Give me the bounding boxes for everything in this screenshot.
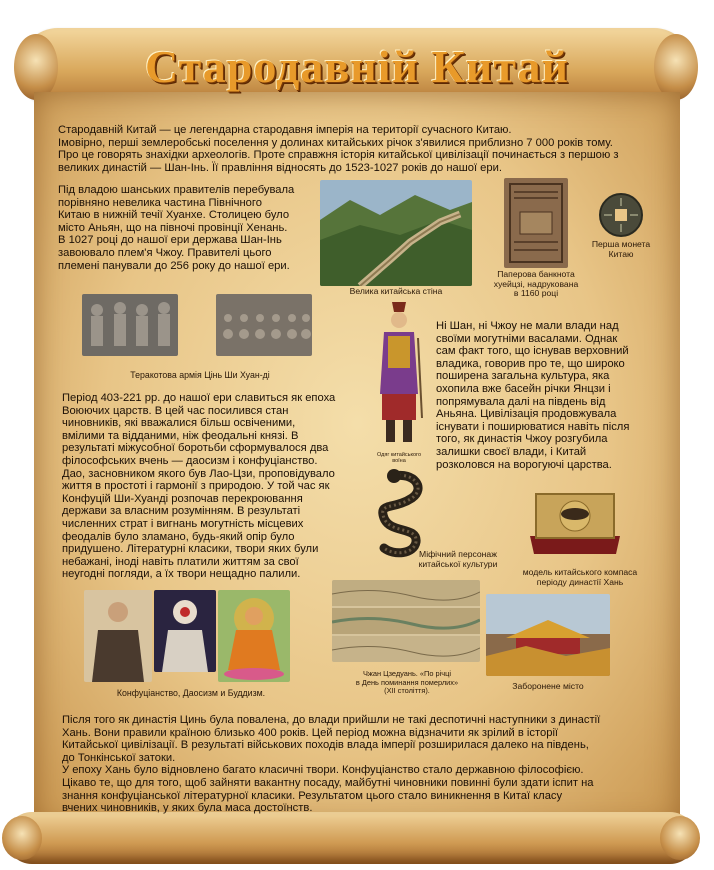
paragraph-line: місто Аньян, що на півночі провінції Хенань. [58, 221, 288, 234]
caption-line: в 1160 році [513, 288, 559, 299]
paragraph-line: того, як династія Чжоу розгубила [436, 433, 608, 446]
banknote-caption [488, 270, 584, 299]
paragraph-line: Китаю в нижній течії Хуанхе. Столицею було [58, 209, 290, 222]
compass-caption [510, 568, 650, 587]
paragraph-line: держави за власним розумінням. В результаті [62, 505, 301, 518]
shang-paragraph [58, 184, 318, 272]
intro-line: Стародавній Китай — це легендарна стародавня імперія на території сучасного Китаю. [58, 124, 512, 136]
paragraph-line: Під владою шанських правителів перебувала [58, 184, 295, 196]
caption-line: Паперова банкнота [497, 269, 575, 279]
forbidden-city-caption: Заборонене місто [512, 681, 584, 691]
paragraph-line: неугодні погляди, а їх твори нещадно палили. [62, 568, 301, 581]
caption-line: Міфічний персонаж [419, 549, 497, 559]
terracotta-caption: Теракотова армія Цінь Ши Хуан-ді [130, 370, 270, 380]
caption-line: (XII століття). [384, 686, 430, 696]
caption-line: хуейцзі, надрукована [493, 278, 579, 289]
forbidden-city-image [486, 594, 610, 676]
caption-line: в День поминання померлих» [355, 677, 459, 687]
scroll-bottom-roll [6, 812, 696, 864]
warrior-caption [364, 452, 434, 464]
dragon-caption [408, 550, 508, 569]
paragraph-line: знання конфуціанської літературної класики. Результатом цього стало виникнення в Китаї класу [62, 789, 563, 802]
paragraph-line: Китайської цивілізації. В результаті військових походів влада імперії розширилася далеко на південь, [62, 739, 589, 752]
paragraph-line: Воюючих царств. В цей час посилився стан [62, 404, 289, 417]
caption-line: Китаю [608, 248, 634, 259]
religions-caption: Конфуціанство, Даосизм и Буддизм. [116, 688, 266, 698]
confucius-image [84, 590, 152, 682]
paragraph-line: охопила вже басейн річки Янцзи і [436, 382, 611, 395]
coin-image [598, 192, 644, 238]
paragraph-line: Після того як династія Цинь була повалена, до влади прийшли не такі деспотичні наступники з династії [62, 714, 601, 726]
terracotta-image-2 [216, 294, 312, 356]
paragraph-line: придушено. Літературні класики, твори яких були [62, 543, 319, 556]
river-painting-image [332, 580, 480, 662]
paragraph-line: владика, говорив про те, що широко [436, 357, 625, 370]
scroll-roll-right-bottom [660, 816, 700, 860]
great-wall-caption: Велика китайська стіна [349, 286, 443, 296]
coin-caption [584, 240, 658, 259]
paragraph-line: розколовся на ворогуючі царства. [436, 458, 612, 471]
paragraph-line: життя в простоті і гармонії з природою. У той час як [62, 480, 330, 493]
paragraph-line: феодалів було зламано, будь-який опір було [62, 530, 295, 543]
warrior-image [372, 298, 426, 448]
river-painting-caption [330, 670, 484, 696]
paragraph-line: Цікаво те, що для того, щоб зайняти вакантну посаду, майбутні чиновники повинні були здати іспит на [62, 776, 594, 789]
caption-line: періоду династії Хань [536, 576, 624, 587]
paragraph-line: племені панували до 256 року до нашої ери. [58, 259, 290, 272]
paragraph-line: попрямувала далі на південь від [436, 395, 606, 408]
caption-line: китайської культури [418, 558, 498, 569]
paragraph-line: результаті міжусобної боротьби сформувалося два [62, 442, 329, 455]
caption-line: Чжан Цзедуань. «По річці [363, 669, 451, 678]
intro-line: Імовірно, перші землеробські поселення у долинах китайських річок з'явилися приблизно 7 000 років тому. [58, 136, 613, 149]
paragraph-line: небажані, іноді навіть платили життям за свої [62, 555, 299, 568]
terracotta-image-1 [82, 294, 178, 356]
paragraph-line: поширена загальна культура, яка [436, 370, 610, 383]
paragraph-line: У епоху Хань було відновлено багато класичні твори. Конфуціанство стало державною філософією. [62, 764, 584, 777]
paragraph-line: порівняно невелика частина Північного [58, 196, 262, 209]
paragraph-line: до Тонкінської затоки. [62, 751, 176, 764]
caption-line: модель китайського компаса [522, 567, 638, 577]
intro-text [58, 124, 658, 174]
paragraph-line: своїми могутніми васалами. Однак [436, 332, 618, 345]
paragraph-line: залишки своєї влади, і Китай [436, 445, 587, 458]
paragraph-line: Період 403-221 рр. до нашої ери славиться як епоха [62, 392, 336, 404]
great-wall-image [320, 180, 472, 286]
paragraph-line: В 1027 році до нашої ери держава Шан-Інь [58, 234, 282, 247]
paragraph-line: чиновників, які вважалися більш освіченими, [62, 417, 296, 430]
zhou-paragraph [436, 320, 672, 471]
paragraph-line: Конфуцій Ши-Хуанді розпочав перекроювання [62, 492, 303, 505]
dragon-image [364, 466, 434, 558]
scroll-roll-left-bottom [2, 816, 42, 860]
caption-line: Одяг китайського [376, 452, 422, 458]
paragraph-line: Аньяна. Цивілізація продовжувала [436, 408, 617, 421]
buddha-image [218, 590, 290, 682]
paragraph-line: Ні Шан, ні Чжоу не мали влади над [436, 320, 619, 332]
han-paragraph [62, 714, 672, 815]
paragraph-line: існувати і поширюватися навіть після [436, 420, 630, 433]
compass-image [520, 484, 630, 560]
intro-line: великих династій — Шан-Інь. Її правління відносять до 1523-1027 років до нашої ери. [58, 161, 502, 174]
paragraph-line: вчених чиновників, у яких була маса достоїнств. [62, 802, 313, 815]
banknote-image [504, 178, 568, 268]
taoism-image [154, 590, 216, 672]
warring-states-paragraph [62, 392, 362, 581]
paragraph-line: Хань. Вони правили країною близько 400 років. Цей період можна відзначити як зрілий в історії [62, 726, 559, 739]
paragraph-line: філософських вчень — даосизм і конфуціанство. [62, 454, 318, 467]
caption-line: воїна [392, 458, 406, 464]
paragraph-line: численних страт і вигнань могутність місцевих [62, 517, 304, 530]
page-title: Стародавній Китай [145, 41, 569, 92]
intro-line: Про це говорять знахідки археологів. Проте справжня історія китайської цивілізації починається з першою з [58, 149, 619, 162]
paragraph-line: завоювало плем'я Чжоу. Правителі цього [58, 246, 272, 259]
paragraph-line: Дао, засновником якого був Лао-Цзи, проповідувало [62, 467, 335, 480]
caption-line: Перша монета [591, 239, 651, 249]
paragraph-line: сам факт того, що існував верховний [436, 345, 629, 358]
paragraph-line: вмілими та відданими, ніж феодальні князі. В [62, 429, 299, 442]
